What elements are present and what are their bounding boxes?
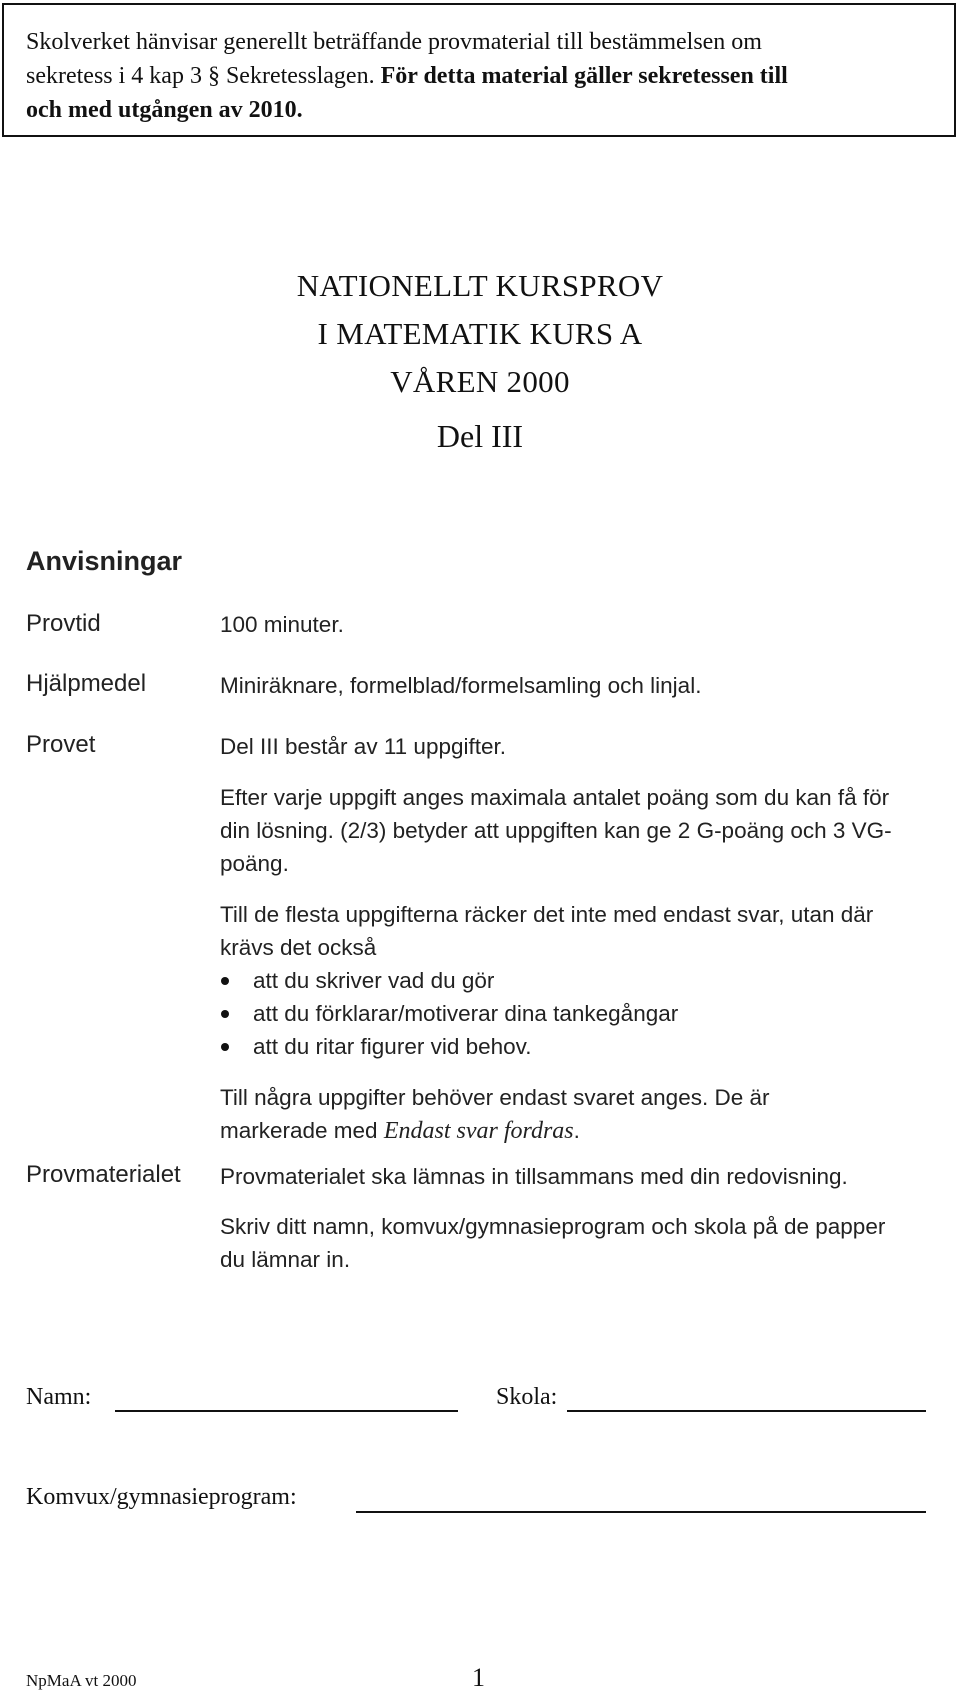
confidentiality-notice bbox=[2, 3, 956, 137]
provet-paragraph-4-end: . bbox=[573, 1118, 580, 1143]
name-label: Namn: bbox=[26, 1384, 92, 1410]
provet-paragraph-4 bbox=[220, 1081, 840, 1148]
notice-line-3 bbox=[26, 93, 932, 127]
provet-paragraph-3: Till de flesta uppgifterna räcker det inte med endast svar, utan där krävs det också bbox=[220, 902, 874, 960]
exam-part: Del III bbox=[436, 418, 524, 454]
provmaterialet-paragraph-1: Provmaterialet ska lämnas in tillsammans med din redovisning. bbox=[220, 1164, 848, 1189]
provet-paragraph-4-start: Till några uppgifter behöver endast svaret anges. De är markerade med bbox=[220, 1085, 770, 1143]
requirements-list bbox=[220, 964, 940, 1063]
notice-line-3-bold: och med utgången av 2010. bbox=[26, 97, 303, 123]
label-provtid: Provtid bbox=[26, 610, 101, 637]
notice-line-1: Skolverket hänvisar generellt beträffande provmaterial till bestämmelsen om bbox=[26, 29, 762, 55]
label-hjalpmedel: Hjälpmedel bbox=[26, 670, 147, 697]
provet-section bbox=[220, 730, 940, 1148]
hjalpmedel-text: Miniräknare, formelblad/formelsamling och linjal. bbox=[220, 673, 702, 698]
program-field[interactable] bbox=[356, 1511, 926, 1513]
endast-svar-emphasis: Endast svar fordras bbox=[383, 1118, 574, 1144]
provet-paragraph-2: Efter varje uppgift anges maximala antalet poäng som du kan få för din lösning. (2/3) betyder att uppgiften kan ge 2 G-poäng och 3 VG-poäng. bbox=[220, 785, 892, 876]
name-field[interactable] bbox=[115, 1410, 458, 1412]
exam-title bbox=[0, 262, 960, 406]
school-field[interactable] bbox=[567, 1410, 926, 1412]
title-line-1: NATIONELLT KURSPROV bbox=[296, 268, 664, 303]
list-item: att du ritar figurer vid behov. bbox=[220, 1030, 940, 1063]
provet-paragraph-1: Del III består av 11 uppgifter. bbox=[220, 734, 506, 759]
provmaterialet-paragraph-2: Skriv ditt namn, komvux/gymnasieprogram och skola på de papper du lämnar in. bbox=[220, 1214, 886, 1272]
title-line-2: I MATEMATIK KURS A bbox=[317, 316, 643, 351]
footer-course-code: NpMaA vt 2000 bbox=[26, 1671, 137, 1690]
label-provet: Provet bbox=[26, 731, 96, 758]
label-provmaterialet: Provmaterialet bbox=[26, 1161, 181, 1188]
notice-line-2 bbox=[26, 59, 932, 93]
provmaterialet-section bbox=[220, 1160, 940, 1276]
title-line-3: VÅREN 2000 bbox=[390, 364, 570, 399]
school-label: Skola: bbox=[496, 1384, 558, 1410]
list-item: att du skriver vad du gör bbox=[220, 964, 940, 997]
provtid-text: 100 minuter. bbox=[220, 612, 344, 637]
program-label: Komvux/gymnasieprogram: bbox=[26, 1484, 297, 1510]
instructions-heading: Anvisningar bbox=[26, 546, 183, 576]
list-item: att du förklarar/motiverar dina tankegångar bbox=[220, 997, 940, 1030]
notice-line-2-bold: För detta material gäller sekretessen till bbox=[380, 63, 788, 89]
page-number: 1 bbox=[472, 1663, 485, 1692]
notice-line-2-normal: sekretess i 4 kap 3 § Sekretesslagen. bbox=[26, 63, 375, 89]
